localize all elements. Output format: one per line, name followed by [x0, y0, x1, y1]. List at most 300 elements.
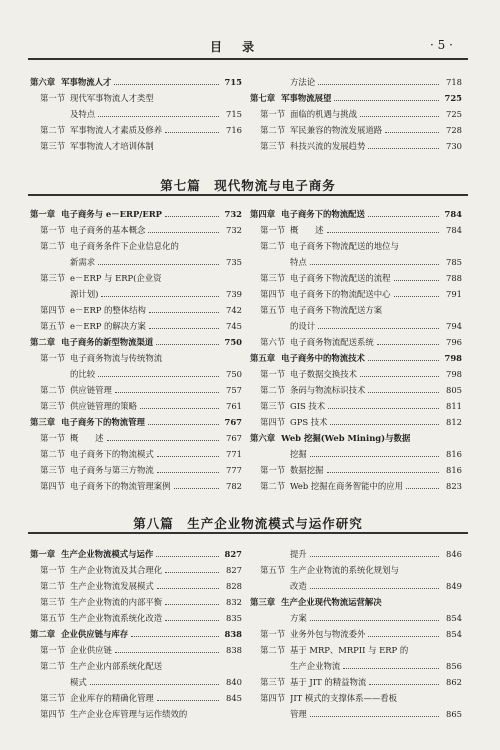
- toc-section-entry: [250, 414, 462, 430]
- part-eight-title: 第八篇 生产企业物流模式与运作研究: [133, 516, 363, 531]
- toc-entry-text: 特点: [290, 257, 307, 267]
- toc-entry-label: 第三章: [30, 417, 56, 427]
- dot-leader: [165, 572, 219, 573]
- toc-section-entry: [30, 658, 242, 674]
- dot-leader: [394, 280, 440, 281]
- toc-entry-text: 供应链管理: [70, 385, 112, 395]
- toc-entry-page: 750: [226, 369, 242, 379]
- dot-leader: [156, 556, 219, 557]
- toc-entry-label: 第二节: [260, 645, 286, 655]
- toc-entry-label: 第三节: [260, 141, 286, 151]
- toc-entry-page: 791: [446, 289, 462, 299]
- toc-continuation-line: [30, 106, 242, 122]
- toc-entry-page: 816: [446, 465, 462, 475]
- dot-leader: [131, 636, 219, 637]
- toc-entry-label: 第三节: [40, 141, 66, 151]
- toc-section-entry: [250, 122, 462, 138]
- toc-entry-text: 概 述: [70, 433, 104, 443]
- toc-entry-label: 第五节: [40, 613, 66, 623]
- dot-leader: [328, 408, 439, 409]
- toc-entry-text: 生产企业物流模式与运作: [61, 549, 154, 559]
- toc-title: 目 录: [210, 40, 263, 54]
- dot-leader: [327, 472, 440, 473]
- toc-section-entry: [30, 318, 242, 334]
- toc-entry-page: 862: [446, 677, 462, 687]
- toc-entry-text: 基于 MRP、MRPII 与 ERP 的: [290, 645, 409, 655]
- toc-entry-text: 及特点: [70, 109, 96, 119]
- dot-leader: [114, 84, 219, 85]
- dot-leader: [368, 636, 439, 637]
- toc-section-entry: [30, 270, 242, 286]
- toc-entry-label: 第二节: [40, 385, 66, 395]
- toc-entry-text: 电子商务的新型物流渠道: [61, 337, 154, 347]
- toc-section-entry: [30, 478, 242, 494]
- toc-entry-label: 第二节: [40, 449, 66, 459]
- toc-entry-text: 源计划): [70, 289, 99, 299]
- toc-section-entry: [30, 562, 242, 578]
- dot-leader: [149, 312, 219, 313]
- toc-entry-page: 730: [446, 141, 462, 151]
- toc-entry-text: 生产企业物流及其合理化: [70, 565, 163, 575]
- toc-entry-label: 第三节: [260, 677, 286, 687]
- toc-continuation-line: [250, 318, 462, 334]
- toc-entry-page: 832: [226, 597, 242, 607]
- toc-entry-label: 第五章: [250, 353, 276, 363]
- toc-entry-page: 750: [224, 337, 242, 347]
- toc-entry-text: 新需求: [70, 257, 96, 267]
- toc-entry-page: 798: [446, 369, 462, 379]
- toc-section-entry: [30, 398, 242, 414]
- toc-entry-text: 提升: [290, 549, 307, 559]
- toc-entry-page: 784: [444, 209, 462, 219]
- toc-entry-page: 725: [446, 109, 462, 119]
- toc-entry-page: 782: [226, 481, 242, 491]
- dot-leader: [318, 84, 439, 85]
- toc-entry-text: 生产企业物流的系统化规划与: [290, 565, 399, 575]
- toc-column-part8-left: [30, 546, 242, 722]
- toc-entry-text: 挖掘: [290, 449, 307, 459]
- dot-leader: [174, 488, 220, 489]
- dot-leader: [101, 296, 219, 297]
- toc-entry-text: 军事物流展望: [281, 93, 332, 103]
- toc-entry-page: 835: [226, 613, 242, 623]
- toc-section-entry: [30, 594, 242, 610]
- toc-entry-label: 第二节: [40, 241, 66, 251]
- toc-entry-label: 第一节: [260, 109, 286, 119]
- toc-section-entry: [30, 222, 242, 238]
- toc-entry-label: 第一节: [260, 225, 286, 235]
- toc-continuation-line: [250, 658, 462, 674]
- dot-leader: [165, 216, 219, 217]
- toc-entry-page: 827: [224, 549, 242, 559]
- toc-entry-label: 第四节: [260, 417, 286, 427]
- dot-leader: [107, 440, 220, 441]
- toc-entry-text: 现代军事物流人才类型: [70, 93, 154, 103]
- toc-entry-label: 第七章: [250, 93, 276, 103]
- toc-chapter-entry: [30, 74, 242, 90]
- toc-section-entry: [250, 674, 462, 690]
- toc-section-entry: [250, 398, 462, 414]
- toc-entry-page: 854: [446, 629, 462, 639]
- toc-entry-page: 856: [446, 661, 462, 671]
- toc-entry-text: 的比较: [70, 369, 96, 379]
- dot-leader: [406, 488, 439, 489]
- toc-section-entry: [250, 222, 462, 238]
- toc-entry-page: 838: [224, 629, 242, 639]
- toc-entry-text: 电子商务下的物流管理案例: [70, 481, 171, 491]
- toc-entry-text: 科技兴流的发展趋势: [290, 141, 366, 151]
- toc-entry-page: 761: [226, 401, 242, 411]
- toc-entry-text: 军事物流人才: [61, 77, 112, 87]
- dot-leader: [310, 716, 439, 717]
- dot-leader: [385, 132, 439, 133]
- dot-leader: [98, 264, 219, 265]
- dot-leader: [140, 408, 219, 409]
- toc-entry-label: 第一节: [40, 225, 66, 235]
- toc-entry-page: 823: [446, 481, 462, 491]
- toc-entry-text: 生产企业物流: [290, 661, 341, 671]
- toc-column-part7-right: [250, 206, 462, 494]
- toc-entry-label: 第二节: [40, 125, 66, 135]
- toc-entry-text: 电子商务中的物流技术: [281, 353, 365, 363]
- toc-entry-label: 第一节: [260, 629, 286, 639]
- toc-entry-text: 条码与物流标识技术: [290, 385, 366, 395]
- toc-entry-page: 805: [446, 385, 462, 395]
- toc-section-entry: [30, 350, 242, 366]
- toc-entry-page: 742: [226, 305, 242, 315]
- toc-continuation-line: [30, 286, 242, 302]
- toc-continuation-line: [30, 366, 242, 382]
- toc-entry-label: 第二节: [260, 125, 286, 135]
- toc-entry-label: 第二节: [260, 241, 286, 251]
- toc-entry-page: 788: [446, 273, 462, 283]
- part-seven-heading: [28, 170, 468, 196]
- toc-entry-text: 电子商务下物流配送的地位与: [290, 241, 399, 251]
- toc-entry-text: 的设计: [290, 321, 316, 331]
- dot-leader: [394, 296, 440, 297]
- toc-entry-text: 管理: [290, 709, 307, 719]
- toc-entry-text: 电子商务的基本概念: [70, 225, 146, 235]
- toc-entry-label: 第三节: [40, 401, 66, 411]
- toc-entry-page: 845: [226, 693, 242, 703]
- toc-entry-page: 718: [446, 77, 462, 87]
- toc-chapter-entry: [250, 206, 462, 222]
- dot-leader: [156, 344, 219, 345]
- toc-section-entry: [30, 430, 242, 446]
- toc-chapter-entry: [30, 414, 242, 430]
- toc-entry-label: 第一节: [40, 433, 66, 443]
- toc-entry-page: 771: [226, 449, 242, 459]
- toc-continuation-line: [250, 254, 462, 270]
- toc-entry-label: 第六章: [30, 77, 56, 87]
- toc-section-entry: [250, 366, 462, 382]
- toc-entry-text: e－ERP 的解决方案: [70, 321, 146, 331]
- toc-entry-label: 第三节: [40, 273, 66, 283]
- toc-entry-label: 第四节: [40, 305, 66, 315]
- toc-continuation-line: [250, 546, 462, 562]
- toc-entry-text: GIS 技术: [290, 401, 326, 411]
- dot-leader: [377, 344, 439, 345]
- toc-entry-label: 第三章: [250, 597, 276, 607]
- toc-entry-label: 第三节: [40, 597, 66, 607]
- toc-entry-label: 第三节: [260, 273, 286, 283]
- dot-leader: [330, 424, 439, 425]
- toc-entry-page: 757: [226, 385, 242, 395]
- toc-section-entry: [250, 642, 462, 658]
- toc-chapter-entry: [30, 334, 242, 350]
- toc-section-entry: [30, 90, 242, 106]
- dot-leader: [343, 668, 439, 669]
- toc-entry-text: 军民兼容的物流发展道路: [290, 125, 383, 135]
- toc-column-part8-right: [250, 546, 462, 722]
- toc-entry-page: 777: [226, 465, 242, 475]
- toc-entry-page: 798: [444, 353, 462, 363]
- toc-entry-page: 716: [226, 125, 242, 135]
- toc-entry-text: 军事物流人才素质及修养: [70, 125, 163, 135]
- toc-section-entry: [30, 382, 242, 398]
- part-eight-heading: [28, 508, 468, 534]
- toc-entry-label: 第六章: [250, 433, 276, 443]
- toc-chapter-entry: [250, 430, 462, 446]
- toc-section-entry: [250, 478, 462, 494]
- toc-entry-text: 电子商务与第三方物流: [70, 465, 154, 475]
- toc-chapter-entry: [30, 626, 242, 642]
- toc-entry-page: 745: [226, 321, 242, 331]
- toc-continuation-line: [250, 446, 462, 462]
- toc-entry-text: 电子商务下的物流管理: [61, 417, 145, 427]
- toc-entry-label: 第四节: [40, 481, 66, 491]
- toc-entry-label: 第四节: [260, 693, 286, 703]
- toc-entry-page: 732: [226, 225, 242, 235]
- toc-entry-text: 方案: [290, 613, 307, 623]
- dot-leader: [368, 392, 439, 393]
- toc-entry-text: 生产企业内部系统化配送: [70, 661, 163, 671]
- toc-entry-page: 715: [224, 77, 242, 87]
- dot-leader: [98, 116, 219, 117]
- toc-entry-page: 735: [226, 257, 242, 267]
- toc-entry-label: 第一章: [30, 209, 56, 219]
- toc-section-entry: [250, 106, 462, 122]
- toc-section-entry: [30, 610, 242, 626]
- toc-section-entry: [30, 690, 242, 706]
- toc-entry-text: 生产企业仓库管理与运作绩效的: [70, 709, 188, 719]
- toc-continuation-line: [250, 74, 462, 90]
- dot-leader: [115, 392, 219, 393]
- toc-entry-text: 电子商务下的物流配送: [281, 209, 365, 219]
- toc-entry-page: 715: [226, 109, 242, 119]
- toc-entry-label: 第二章: [30, 629, 56, 639]
- dot-leader: [98, 376, 219, 377]
- dot-leader: [368, 148, 439, 149]
- dot-leader: [310, 264, 439, 265]
- toc-entry-label: 第二节: [260, 481, 286, 491]
- toc-entry-text: e－ERP 的整体结构: [70, 305, 146, 315]
- dot-leader: [334, 100, 439, 101]
- toc-entry-text: 军事物流人才培训体制: [70, 141, 154, 151]
- toc-entry-text: GPS 技术: [290, 417, 328, 427]
- part-seven-rule: [28, 194, 468, 196]
- toc-entry-text: 电子商务与 e－ERP/ERP: [61, 209, 162, 219]
- toc-entry-label: 第二节: [260, 385, 286, 395]
- toc-entry-text: 数据挖掘: [290, 465, 324, 475]
- toc-entry-text: 企业供应链与库存: [61, 629, 129, 639]
- dot-leader: [115, 652, 219, 653]
- toc-entry-label: 第二章: [30, 337, 56, 347]
- toc-entry-page: 828: [226, 581, 242, 591]
- toc-entry-text: 面临的机遇与挑战: [290, 109, 357, 119]
- toc-entry-page: 840: [226, 677, 242, 687]
- toc-entry-label: 第五节: [260, 565, 286, 575]
- toc-entry-page: 784: [446, 225, 462, 235]
- toc-section-entry: [30, 462, 242, 478]
- dot-leader: [310, 456, 439, 457]
- dot-leader: [368, 360, 439, 361]
- toc-section-entry: [250, 286, 462, 302]
- toc-entry-label: 第一节: [40, 93, 66, 103]
- toc-entry-page: 827: [226, 565, 242, 575]
- toc-column-top-left: [30, 74, 242, 154]
- toc-entry-text: JIT 模式的支撑体系——看板: [290, 693, 398, 703]
- dot-leader: [148, 424, 219, 425]
- toc-section-entry: [250, 334, 462, 350]
- toc-section-entry: [250, 302, 462, 318]
- toc-chapter-entry: [250, 350, 462, 366]
- toc-entry-text: 生产企业现代物流运营解决: [281, 597, 382, 607]
- toc-entry-page: 767: [226, 433, 242, 443]
- toc-entry-label: 第五节: [260, 305, 286, 315]
- toc-section-entry: [250, 270, 462, 286]
- toc-entry-page: 732: [224, 209, 242, 219]
- toc-entry-text: 模式: [70, 677, 87, 687]
- dot-leader: [157, 472, 219, 473]
- toc-entry-page: 728: [446, 125, 462, 135]
- toc-entry-label: 第六节: [260, 337, 286, 347]
- dot-leader: [360, 116, 439, 117]
- toc-entry-page: 767: [224, 417, 242, 427]
- toc-entry-page: 849: [446, 581, 462, 591]
- dot-leader: [310, 588, 439, 589]
- toc-section-entry: [30, 138, 242, 154]
- toc-entry-page: 812: [446, 417, 462, 427]
- toc-section-entry: [250, 562, 462, 578]
- toc-section-entry: [30, 578, 242, 594]
- toc-chapter-entry: [30, 206, 242, 222]
- page-number: · 5 ·: [430, 38, 453, 52]
- toc-entry-page: 854: [446, 613, 462, 623]
- toc-entry-text: 生产企业物流的内部平衡: [70, 597, 163, 607]
- toc-continuation-line: [30, 674, 242, 690]
- toc-entry-text: 电子商务下的物流模式: [70, 449, 154, 459]
- toc-section-entry: [250, 626, 462, 642]
- toc-chapter-entry: [250, 594, 462, 610]
- toc-entry-label: 第一节: [260, 465, 286, 475]
- toc-section-entry: [30, 446, 242, 462]
- toc-entry-page: 838: [226, 645, 242, 655]
- toc-entry-label: 第三节: [260, 401, 286, 411]
- dot-leader: [157, 700, 219, 701]
- toc-entry-page: 725: [444, 93, 462, 103]
- dot-leader: [149, 328, 219, 329]
- toc-entry-label: 第四章: [250, 209, 276, 219]
- toc-continuation-line: [30, 254, 242, 270]
- toc-entry-label: 第五节: [40, 321, 66, 331]
- dot-leader: [165, 604, 219, 605]
- toc-entry-text: 电子商务物流配送系统: [290, 337, 374, 347]
- toc-entry-text: 电子商务下物流配送方案: [290, 305, 383, 315]
- toc-entry-label: 第一节: [40, 565, 66, 575]
- toc-entry-label: 第一节: [40, 353, 66, 363]
- toc-section-entry: [250, 462, 462, 478]
- toc-section-entry: [30, 302, 242, 318]
- dot-leader: [157, 456, 219, 457]
- toc-section-entry: [30, 706, 242, 722]
- toc-entry-text: 基于 JIT 的精益物流: [290, 677, 367, 687]
- toc-entry-page: 794: [446, 321, 462, 331]
- dot-leader: [327, 232, 440, 233]
- toc-section-entry: [30, 642, 242, 658]
- toc-entry-text: 供应链管理的策略: [70, 401, 137, 411]
- toc-section-entry: [250, 382, 462, 398]
- toc-section-entry: [250, 138, 462, 154]
- toc-entry-text: Web 挖掘(Web Mining)与数据: [281, 433, 411, 443]
- toc-entry-label: 第一节: [260, 369, 286, 379]
- toc-entry-text: Web 挖掘在商务智能中的应用: [290, 481, 404, 491]
- toc-section-entry: [250, 238, 462, 254]
- dot-leader: [369, 684, 439, 685]
- dot-leader: [165, 620, 219, 621]
- toc-entry-text: 企业库存的精确化管理: [70, 693, 154, 703]
- toc-entry-page: 865: [446, 709, 462, 719]
- toc-entry-label: 第三节: [40, 693, 66, 703]
- dot-leader: [360, 376, 439, 377]
- toc-entry-label: 第一节: [40, 645, 66, 655]
- toc-entry-label: 第三节: [40, 465, 66, 475]
- dot-leader: [310, 620, 439, 621]
- toc-entry-label: 第四节: [260, 289, 286, 299]
- dot-leader: [310, 556, 439, 557]
- toc-entry-page: 811: [446, 401, 462, 411]
- toc-entry-label: 第二节: [40, 581, 66, 591]
- toc-section-entry: [30, 238, 242, 254]
- toc-chapter-entry: [30, 546, 242, 562]
- toc-entry-label: 第一章: [30, 549, 56, 559]
- toc-entry-text: 业务外包与物流委外: [290, 629, 366, 639]
- dot-leader: [165, 132, 219, 133]
- toc-entry-text: 企业供应链: [70, 645, 112, 655]
- toc-entry-page: 796: [446, 337, 462, 347]
- dot-leader: [368, 216, 439, 217]
- toc-entry-text: 生产企业物流系统化改造: [70, 613, 163, 623]
- toc-entry-label: 第二节: [40, 661, 66, 671]
- toc-entry-text: e－ERP 与 ERP(企业资: [70, 273, 162, 283]
- toc-entry-text: 电子数据交换技术: [290, 369, 357, 379]
- toc-entry-text: 方法论: [290, 77, 316, 87]
- page-header: [0, 0, 500, 66]
- toc-chapter-entry: [250, 90, 462, 106]
- toc-continuation-line: [250, 578, 462, 594]
- toc-section-entry: [30, 122, 242, 138]
- toc-entry-text: 电子商务物流与传统物流: [70, 353, 163, 363]
- toc-entry-page: 739: [226, 289, 242, 299]
- toc-continuation-line: [250, 610, 462, 626]
- toc-entry-text: 电子商务条件下企业信息化的: [70, 241, 179, 251]
- part-seven-title: 第七篇 现代物流与电子商务: [160, 178, 336, 193]
- toc-entry-text: 概 述: [290, 225, 324, 235]
- toc-column-top-right: [250, 74, 462, 154]
- toc-section-entry: [250, 690, 462, 706]
- dot-leader: [318, 328, 439, 329]
- toc-entry-label: 第四节: [40, 709, 66, 719]
